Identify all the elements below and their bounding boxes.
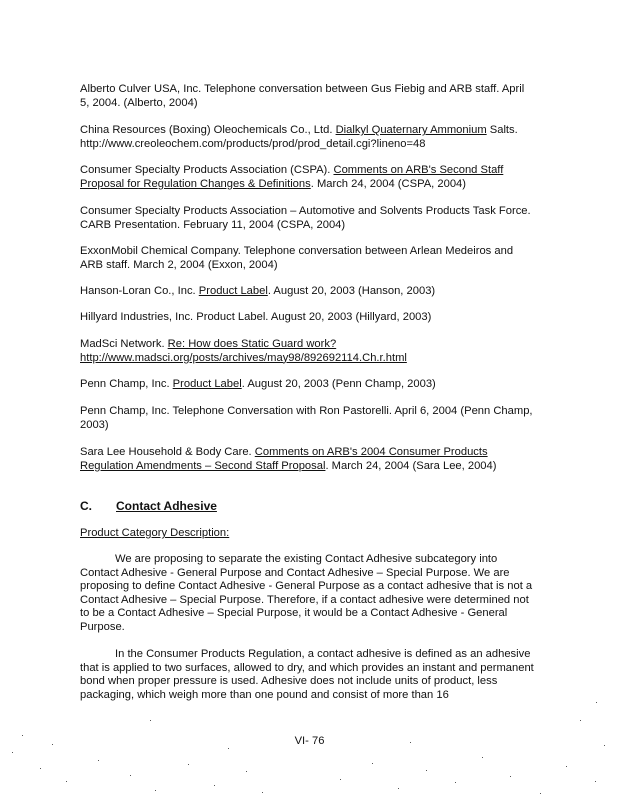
- reference-url[interactable]: http://www.madsci.org/posts/archives/may98/892692114.Ch.r.html: [80, 351, 407, 364]
- reference-title: Dialkyl Quaternary Ammonium: [335, 124, 487, 136]
- reference-text: China Resources (Boxing) Oleochemicals Co., Ltd.: [80, 124, 336, 136]
- reference-text: Sara Lee Household & Body Care.: [80, 446, 255, 458]
- reference-title: Product Label: [172, 378, 242, 390]
- reference-text: . March 24, 2004 (Sara Lee, 2004): [325, 459, 497, 472]
- reference-text: MadSci Network.: [80, 338, 168, 350]
- reference-text: Hillyard Industries, Inc. Product Label. August 20, 2003 (Hillyard, 2003): [80, 311, 432, 323]
- reference-title: Comments on ARB's 2004 Consumer Products Regulation Amendments – Second Staff Proposal: [80, 446, 488, 472]
- reference-text: Alberto Culver USA, Inc. Telephone conversation between Gus Fiebig and ARB staff. April 5, 2004. (Alberto, 2004): [80, 83, 525, 109]
- reference-text: . March 24, 2004 (CSPA, 2004): [310, 177, 466, 190]
- reference-text: ExxonMobil Chemical Company. Telephone conversation between Arlean Medeiros and ARB staff. March 2, 2004 (Exxon, 2004): [80, 245, 514, 271]
- reference-text: . August 20, 2003 (Hanson, 2003): [267, 285, 436, 297]
- reference-title: Comments on ARB's Second Staff Proposal for Regulation Changes & Definitions: [80, 164, 504, 190]
- reference-url[interactable]: Salts. http://www.creoleochem.com/products/prod/prod_detail.cgi?lineno=48: [80, 124, 518, 150]
- page-number: VI- 76: [294, 735, 325, 747]
- body-paragraph: In the Consumer Products Regulation, a contact adhesive is defined as an adhesive that is applied to two surfaces, allowed to dry, and which provides an instant and permanent bond when proper pressure is used. Adhesive does not include units of product, less packaging, which weigh more than one pound and consist of more than 16: [80, 648, 534, 701]
- reference-title: Product Label: [198, 285, 268, 297]
- reference-text: Consumer Specialty Products Association (CSPA).: [80, 164, 334, 176]
- subheading-text: Product Category Description:: [80, 527, 230, 539]
- reference-text: Penn Champ, Inc.: [80, 378, 173, 390]
- section-letter: C.: [80, 499, 92, 513]
- reference-text: . August 20, 2003 (Penn Champ, 2003): [241, 378, 436, 390]
- reference-text: Penn Champ, Inc. Telephone Conversation with Ron Pastorelli. April 6, 2004 (Penn Champ, 2003): [80, 405, 533, 431]
- reference-text: Hanson-Loran Co., Inc.: [80, 285, 199, 297]
- section-title: Contact Adhesive: [116, 499, 217, 513]
- body-paragraph: We are proposing to separate the existing Contact Adhesive subcategory into Contact Adhesive - General Purpose and Contact Adhesive – Special Purpose. We are proposing to define Contact Adhesive - General Purpose as a contact adhesive that is not a Contact Adhesive – Special Purpose. Therefore, if a contact adhesive were determined not to be a Contact Adhesive – Special Purpose, it would be a Contact Adhesive - General Purpose.: [80, 553, 533, 633]
- reference-title: Re: How does Static Guard work?: [167, 338, 337, 350]
- reference-text: Consumer Specialty Products Association – Automotive and Solvents Products Task Force. CARB Presentation. February 11, 2004 (CSPA, 2004): [80, 205, 531, 231]
